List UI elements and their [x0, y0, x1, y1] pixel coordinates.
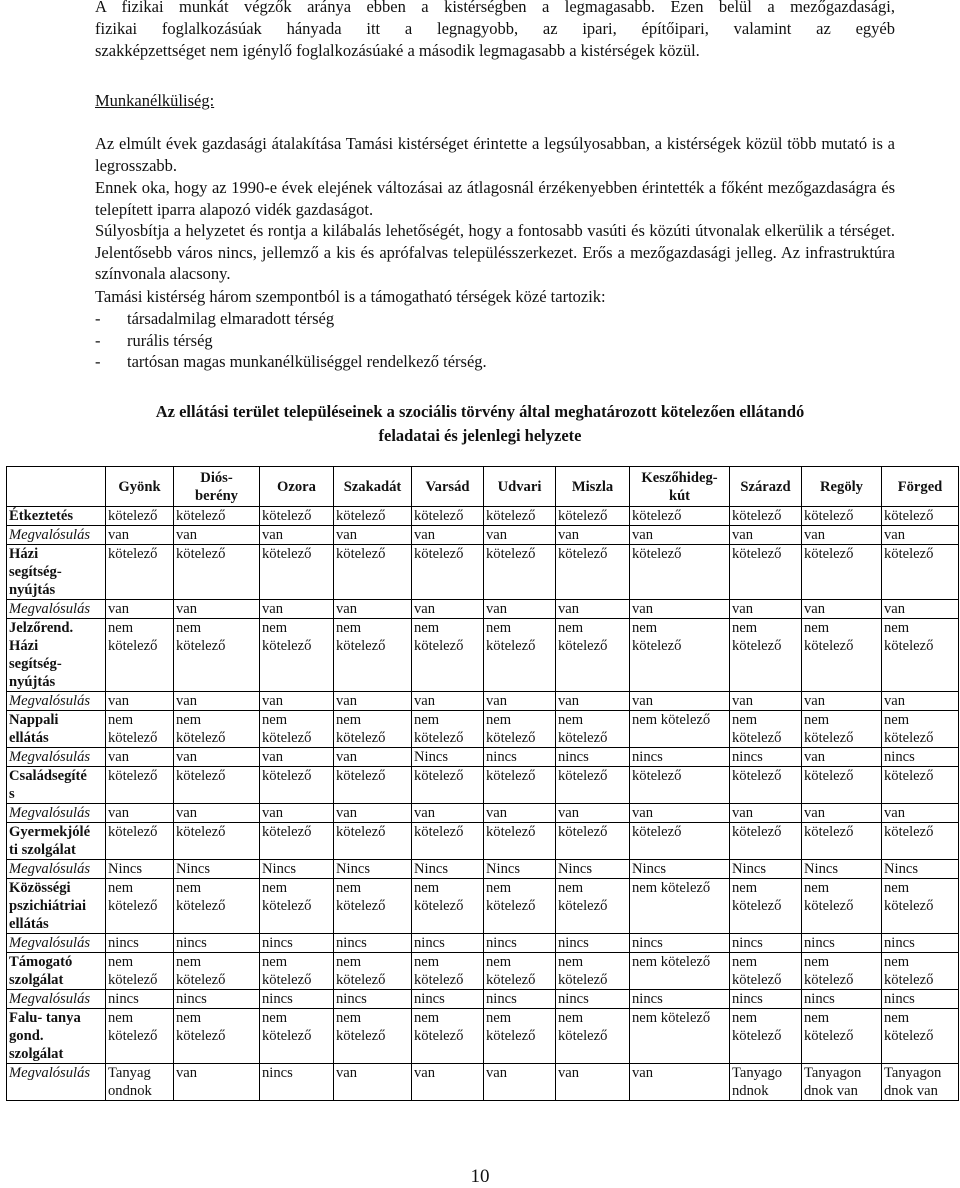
table-cell: nincs [556, 934, 630, 953]
body-paragraph: Ennek oka, hogy az 1990-e évek elejének változásai az átlagosnál érzékenyebben érintették a főként mezőgazdaságra és telepített iparra alapozó vidék gazdaságot. [95, 178, 895, 219]
table-cell: nem kötelező [174, 953, 260, 990]
table-cell: kötelező [106, 823, 174, 860]
table-cell: van [174, 1064, 260, 1101]
table-cell: van [106, 526, 174, 545]
table-cell: van [556, 804, 630, 823]
table-cell: nem kötelező [882, 953, 959, 990]
table-cell: van [260, 804, 334, 823]
row-label: Támogató szolgálat [7, 953, 106, 990]
table-title-line: feladatai és jelenlegi helyzete [378, 426, 582, 445]
row-label: Megvalósulás [7, 990, 106, 1009]
table-cell: kötelező [334, 823, 412, 860]
table-cell: kötelező [260, 545, 334, 600]
table-cell: nem kötelező [334, 619, 412, 692]
table-cell: kötelező [630, 507, 730, 526]
column-header: Miszla [556, 467, 630, 507]
table-cell: van [334, 692, 412, 711]
table-row [7, 748, 959, 767]
table-cell: kötelező [882, 823, 959, 860]
table-cell: kötelező [484, 507, 556, 526]
table-cell: van [106, 748, 174, 767]
table-cell: kötelező [882, 507, 959, 526]
table-cell: kötelező [556, 767, 630, 804]
table-title-line: Az ellátási terület településeinek a szociális törvény által meghatározott kötelezően ellátandó [155, 402, 805, 421]
table-cell: nem kötelező [334, 953, 412, 990]
intro-line: A fizikai munkát végzők aránya ebben a kistérségben a legmagasabb. Ezen belül a mezőgazdasági, [95, 0, 895, 16]
table-cell: nem kötelező [260, 1009, 334, 1064]
table-cell: van [556, 1064, 630, 1101]
table-cell: van [260, 748, 334, 767]
table-cell: nem kötelező [802, 1009, 882, 1064]
table-cell: nem kötelező [260, 619, 334, 692]
table-cell: nem kötelező [730, 953, 802, 990]
table-cell: kötelező [174, 507, 260, 526]
table-cell: nem kötelező [334, 879, 412, 934]
list-item [95, 351, 487, 373]
column-header: Gyönk [106, 467, 174, 507]
table-cell: kötelező [334, 545, 412, 600]
table-cell: kötelező [802, 767, 882, 804]
table-cell: nincs [802, 934, 882, 953]
table-cell: nem kötelező [730, 619, 802, 692]
table-cell: van [556, 692, 630, 711]
table-cell: nem kötelező [260, 953, 334, 990]
table-cell: nincs [484, 934, 556, 953]
table-cell: Tanyagon dnok van [882, 1064, 959, 1101]
body-paragraph: Tamási kistérség három szempontból is a támogatható térségek közé tartozik: [95, 287, 606, 306]
table-cell: kötelező [730, 507, 802, 526]
table-cell: nem kötelező [334, 1009, 412, 1064]
table-cell: van [484, 526, 556, 545]
table-cell: van [484, 692, 556, 711]
table-cell: van [630, 526, 730, 545]
table-cell: nem kötelező [412, 711, 484, 748]
row-label: Megvalósulás [7, 692, 106, 711]
table-cell: nem kötelező [882, 1009, 959, 1064]
table-row [7, 879, 959, 934]
table-cell: van [630, 600, 730, 619]
table-cell: nincs [260, 1064, 334, 1101]
list-item [95, 308, 487, 330]
table-row [7, 953, 959, 990]
table-cell: kötelező [556, 507, 630, 526]
table-cell: kötelező [106, 507, 174, 526]
row-label: Falu- tanya gond. szolgálat [7, 1009, 106, 1064]
table-cell: van [174, 526, 260, 545]
table-cell: Nincs [630, 860, 730, 879]
table-cell: nem kötelező [484, 619, 556, 692]
table-cell: nem kötelező [802, 953, 882, 990]
table-cell: nincs [484, 990, 556, 1009]
row-label: Házi segítség- nyújtás [7, 545, 106, 600]
table-cell: nincs [730, 990, 802, 1009]
table-row [7, 804, 959, 823]
table-cell: nem kötelező [106, 619, 174, 692]
table-cell: nem kötelező [556, 1009, 630, 1064]
table-cell: van [484, 804, 556, 823]
table-cell: kötelező [802, 507, 882, 526]
table-cell: kötelező [730, 823, 802, 860]
table-cell: nem kötelező [174, 1009, 260, 1064]
table-cell: van [630, 804, 730, 823]
table-title [60, 400, 900, 448]
table-row [7, 545, 959, 600]
table-cell: nem kötelező [630, 711, 730, 748]
table-cell: van [630, 692, 730, 711]
table-cell: nincs [106, 990, 174, 1009]
table-cell: van [334, 1064, 412, 1101]
table-cell: van [802, 526, 882, 545]
table-cell: Nincs [334, 860, 412, 879]
table-cell: nem kötelező [556, 953, 630, 990]
row-label: Megvalósulás [7, 1064, 106, 1101]
table-cell: kötelező [260, 507, 334, 526]
table-cell: van [106, 600, 174, 619]
table-cell: nem kötelező [412, 1009, 484, 1064]
table-cell: van [106, 804, 174, 823]
section-title: Munkanélküliség: [95, 91, 215, 110]
table-cell: nem kötelező [260, 879, 334, 934]
table-cell: van [882, 804, 959, 823]
table-cell: nincs [412, 934, 484, 953]
table-cell: kötelező [484, 823, 556, 860]
table-cell: nincs [556, 990, 630, 1009]
table-cell: van [412, 600, 484, 619]
table-cell: kötelező [260, 823, 334, 860]
table-cell: van [412, 1064, 484, 1101]
table-cell: nincs [882, 990, 959, 1009]
row-label: Megvalósulás [7, 804, 106, 823]
column-header: Ozora [260, 467, 334, 507]
body-paragraph: Súlyosbítja a helyzetet és rontja a kilábalás lehetőségét, hogy a fontosabb vasúti és közúti útvonalak elkerülik a térséget. Jelentősebb város nincs, jellemző a kis és aprófalvas településszerkezet. Erős a mezőgazdasági jelleg. Az infrastruktúra színvonala alacsony. [95, 221, 895, 283]
table-cell: nem kötelező [882, 879, 959, 934]
table-cell: nem kötelező [106, 879, 174, 934]
table-cell: Nincs [260, 860, 334, 879]
table-cell: nem kötelező [174, 879, 260, 934]
table-cell: nem kötelező [106, 711, 174, 748]
table-cell: nem kötelező [106, 1009, 174, 1064]
table-cell: kötelező [260, 767, 334, 804]
table-cell: kötelező [174, 823, 260, 860]
row-label: Megvalósulás [7, 860, 106, 879]
table-cell: van [260, 600, 334, 619]
row-label: Közösségi pszichiátriai ellátás [7, 879, 106, 934]
column-header: Varsád [412, 467, 484, 507]
table-cell: nem kötelező [730, 711, 802, 748]
table-cell: kötelező [412, 823, 484, 860]
table-cell: kötelező [556, 823, 630, 860]
table-cell: van [882, 692, 959, 711]
table-cell: kötelező [802, 823, 882, 860]
table-cell: nem kötelező [882, 711, 959, 748]
column-header: Szakadát [334, 467, 412, 507]
table-cell: kötelező [730, 767, 802, 804]
table-cell: van [730, 526, 802, 545]
row-label: Nappali ellátás [7, 711, 106, 748]
table-cell: kötelező [174, 767, 260, 804]
list-marker: - [95, 309, 101, 328]
column-header: Udvari [484, 467, 556, 507]
table-cell: van [174, 692, 260, 711]
table-cell: nincs [106, 934, 174, 953]
table-cell: nem kötelező [412, 879, 484, 934]
column-header: Szárazd [730, 467, 802, 507]
table-cell: kötelező [174, 545, 260, 600]
table-cell: kötelező [412, 507, 484, 526]
table-cell: nem kötelező [484, 879, 556, 934]
table-cell: Tanyagon dnok van [802, 1064, 882, 1101]
table-cell: Nincs [484, 860, 556, 879]
table-cell: kötelező [484, 767, 556, 804]
table-cell: nincs [882, 748, 959, 767]
table-cell: van [412, 804, 484, 823]
table-cell: nem kötelező [630, 879, 730, 934]
table-row [7, 711, 959, 748]
table-cell: nincs [334, 934, 412, 953]
table-cell: nem kötelező [882, 619, 959, 692]
row-label: Jelzőrend. Házi segítség- nyújtás [7, 619, 106, 692]
table-row [7, 692, 959, 711]
table-cell: van [730, 692, 802, 711]
table-cell: kötelező [730, 545, 802, 600]
table-cell: nem kötelező [556, 711, 630, 748]
table-body [7, 507, 959, 1101]
row-label: Családsegíté s [7, 767, 106, 804]
table-cell: van [334, 600, 412, 619]
table-cell: Nincs [412, 748, 484, 767]
table-row [7, 823, 959, 860]
table-cell: van [730, 600, 802, 619]
table-cell: van [802, 692, 882, 711]
table-cell: nincs [412, 990, 484, 1009]
table-row [7, 860, 959, 879]
table-cell: nem kötelező [412, 953, 484, 990]
table-cell: van [882, 600, 959, 619]
table-cell: van [730, 804, 802, 823]
table-row [7, 600, 959, 619]
table-cell: Nincs [730, 860, 802, 879]
table-cell: nem kötelező [730, 1009, 802, 1064]
table-cell: Nincs [106, 860, 174, 879]
table-cell: kötelező [106, 545, 174, 600]
table-cell: kötelező [484, 545, 556, 600]
list-item-text: rurális térség [127, 330, 213, 350]
column-header: Keszőhideg- kút [630, 467, 730, 507]
table-cell: nem kötelező [802, 711, 882, 748]
table-cell: nincs [882, 934, 959, 953]
table-cell: kötelező [556, 545, 630, 600]
table-cell: van [260, 526, 334, 545]
table-cell: nincs [730, 748, 802, 767]
intro-line: fizikai foglalkozásúak hányada itt a legnagyobb, az ipari, építőipari, valamint az egyéb [95, 19, 895, 38]
row-label: Megvalósulás [7, 526, 106, 545]
body-paragraph: Az elmúlt évek gazdasági átalakítása Tamási kistérséget érintette a legsúlyosabban, a kistérségek közül több mutató is a legrosszabb. [95, 134, 895, 175]
table-cell: nincs [802, 990, 882, 1009]
table-cell: nincs [260, 934, 334, 953]
table-cell: nincs [630, 748, 730, 767]
table-cell: nem kötelező [630, 1009, 730, 1064]
column-header: Diós- berény [174, 467, 260, 507]
table-cell: kötelező [412, 767, 484, 804]
table-cell: van [174, 804, 260, 823]
table-cell: van [484, 1064, 556, 1101]
column-header: Förged [882, 467, 959, 507]
table-cell: kötelező [630, 767, 730, 804]
services-table [6, 466, 959, 1101]
row-label: Étkeztetés [7, 507, 106, 526]
list-marker: - [95, 330, 101, 350]
list-item [95, 330, 487, 352]
table-cell: nem kötelező [174, 711, 260, 748]
row-label: Megvalósulás [7, 934, 106, 953]
table-cell: van [260, 692, 334, 711]
table-cell: van [556, 600, 630, 619]
table-cell: van [174, 600, 260, 619]
table-cell: kötelező [412, 545, 484, 600]
list-marker: - [95, 352, 101, 371]
table-cell: nem kötelező [630, 953, 730, 990]
table-cell: nincs [174, 934, 260, 953]
table-cell: Nincs [802, 860, 882, 879]
row-label: Megvalósulás [7, 600, 106, 619]
table-cell: Nincs [556, 860, 630, 879]
table-cell: van [334, 804, 412, 823]
column-header: Regöly [802, 467, 882, 507]
table-row [7, 934, 959, 953]
table-cell: nem kötelező [174, 619, 260, 692]
table-cell: nem kötelező [334, 711, 412, 748]
table-cell: Tanyago ndnok [730, 1064, 802, 1101]
page-number: 10 [470, 1166, 490, 1187]
table-cell: nincs [630, 990, 730, 1009]
table-row [7, 990, 959, 1009]
table-cell: nem kötelező [484, 711, 556, 748]
table-cell: nincs [174, 990, 260, 1009]
table-cell: nem kötelező [556, 879, 630, 934]
table-cell: Nincs [174, 860, 260, 879]
table-row [7, 619, 959, 692]
table-cell: nincs [334, 990, 412, 1009]
table-row [7, 526, 959, 545]
table-cell: nincs [630, 934, 730, 953]
table-cell: nem kötelező [106, 953, 174, 990]
table-cell: nincs [484, 748, 556, 767]
row-label: Megvalósulás [7, 748, 106, 767]
table-cell: nem kötelező [484, 953, 556, 990]
table-cell: van [882, 526, 959, 545]
table-row [7, 507, 959, 526]
table-row [7, 1064, 959, 1101]
table-cell: nem kötelező [412, 619, 484, 692]
table-cell: Nincs [882, 860, 959, 879]
list-item-text: társadalmilag elmaradott térség [127, 309, 335, 328]
table-cell: kötelező [334, 507, 412, 526]
table-cell: kötelező [630, 545, 730, 600]
table-cell: nem kötelező [802, 619, 882, 692]
table-cell: van [630, 1064, 730, 1101]
table-cell: kötelező [882, 545, 959, 600]
table-cell: nincs [260, 990, 334, 1009]
table-cell: nem kötelező [802, 879, 882, 934]
table-header-row [7, 467, 959, 507]
table-cell: nincs [556, 748, 630, 767]
table-cell: nem kötelező [630, 619, 730, 692]
table-cell: nem kötelező [260, 711, 334, 748]
table-cell: kötelező [882, 767, 959, 804]
table-cell: van [802, 748, 882, 767]
table-cell: kötelező [334, 767, 412, 804]
table-cell: van [174, 748, 260, 767]
table-cell: van [106, 692, 174, 711]
table-corner-cell [7, 467, 106, 507]
table-cell: kötelező [106, 767, 174, 804]
table-cell: nem kötelező [730, 879, 802, 934]
table-cell: van [484, 600, 556, 619]
table-cell: nem kötelező [484, 1009, 556, 1064]
list-item-text: tartósan magas munkanélküliséggel rendelkező térség. [127, 352, 487, 371]
table-cell: van [412, 692, 484, 711]
row-label: Gyermekjólé ti szolgálat [7, 823, 106, 860]
table-cell: van [556, 526, 630, 545]
table-cell: van [334, 748, 412, 767]
table-cell: Tanyag ondnok [106, 1064, 174, 1101]
table-cell: kötelező [630, 823, 730, 860]
table-row [7, 1009, 959, 1064]
table-cell: nincs [730, 934, 802, 953]
table-cell: kötelező [802, 545, 882, 600]
table-cell: Nincs [412, 860, 484, 879]
table-cell: van [802, 600, 882, 619]
table-cell: van [802, 804, 882, 823]
intro-line: szakképzettséget nem igénylő foglalkozásúaké a második legmagasabb a kistérségek közül. [95, 41, 700, 60]
table-cell: nem kötelező [556, 619, 630, 692]
table-cell: van [412, 526, 484, 545]
table-row [7, 767, 959, 804]
table-cell: van [334, 526, 412, 545]
bullet-list [95, 308, 487, 373]
